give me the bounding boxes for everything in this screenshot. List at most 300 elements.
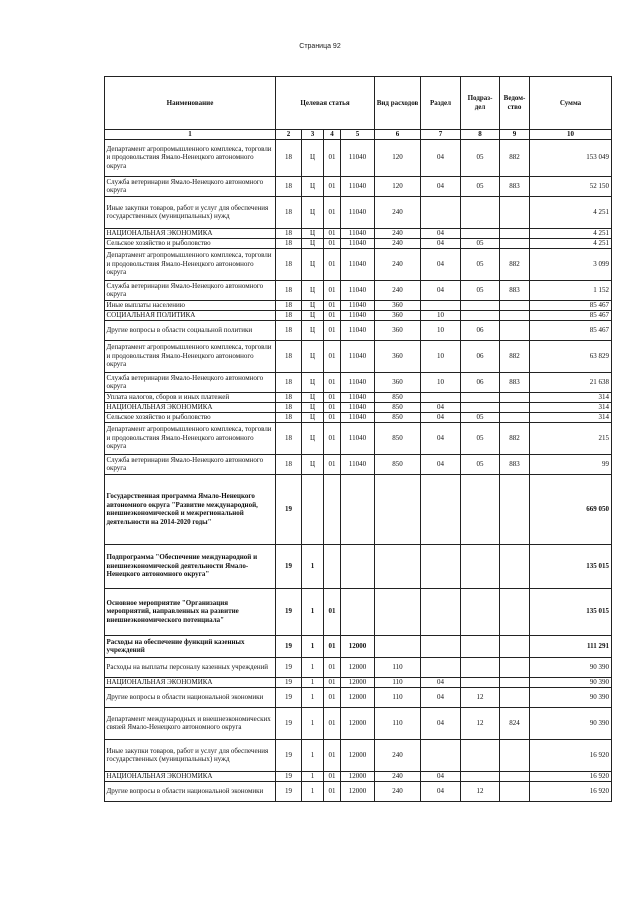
target-code-3-cell: 01	[324, 687, 341, 707]
header-section: Раздел	[421, 77, 461, 130]
header-dept: Ведом-ство	[500, 77, 530, 130]
section-cell: 04	[421, 228, 461, 238]
target-code-1-cell: 19	[276, 657, 302, 677]
dept-cell	[500, 739, 530, 771]
target-code-2-cell: Ц	[302, 248, 324, 280]
table-header-row	[105, 77, 612, 130]
section-cell	[421, 739, 461, 771]
target-code-3-cell: 01	[324, 340, 341, 372]
exp-type-cell: 850	[375, 454, 421, 474]
sum-cell: 135 015	[530, 544, 612, 588]
table-row	[105, 454, 612, 474]
target-code-4-cell: 11040	[341, 280, 375, 300]
dept-cell: 882	[500, 340, 530, 372]
target-code-4-cell	[341, 544, 375, 588]
target-code-1-cell: 19	[276, 707, 302, 739]
exp-type-cell: 110	[375, 657, 421, 677]
col-number: 9	[500, 130, 530, 140]
target-code-2-cell: Ц	[302, 422, 324, 454]
sum-cell: 3 099	[530, 248, 612, 280]
target-code-2-cell: Ц	[302, 412, 324, 422]
exp-type-cell: 360	[375, 300, 421, 310]
subsection-cell: 06	[461, 340, 500, 372]
target-code-1-cell: 19	[276, 739, 302, 771]
exp-type-cell: 850	[375, 412, 421, 422]
dept-cell: 882	[500, 139, 530, 176]
header-sum: Сумма	[530, 77, 612, 130]
target-code-4-cell: 12000	[341, 771, 375, 781]
col-number: 4	[324, 130, 341, 140]
section-cell: 04	[421, 687, 461, 707]
table-row	[105, 248, 612, 280]
target-code-2-cell: Ц	[302, 310, 324, 320]
exp-type-cell: 360	[375, 340, 421, 372]
target-code-4-cell: 12000	[341, 677, 375, 687]
sum-cell: 16 920	[530, 739, 612, 771]
target-code-2-cell: 1	[302, 687, 324, 707]
row-name-cell: Уплата налогов, сборов и иных платежей	[105, 392, 276, 402]
sum-cell: 314	[530, 402, 612, 412]
target-code-1-cell: 19	[276, 544, 302, 588]
target-code-4-cell: 11040	[341, 320, 375, 340]
section-cell	[421, 392, 461, 402]
subsection-cell	[461, 402, 500, 412]
table-row	[105, 474, 612, 544]
sum-cell: 4 251	[530, 238, 612, 248]
target-code-2-cell: Ц	[302, 238, 324, 248]
table-row	[105, 340, 612, 372]
dept-cell: 882	[500, 248, 530, 280]
target-code-1-cell: 19	[276, 771, 302, 781]
dept-cell: 883	[500, 454, 530, 474]
sum-cell: 52 150	[530, 176, 612, 196]
target-code-1-cell: 18	[276, 280, 302, 300]
dept-cell	[500, 474, 530, 544]
col-number: 8	[461, 130, 500, 140]
target-code-2-cell: Ц	[302, 280, 324, 300]
target-code-4-cell: 11040	[341, 300, 375, 310]
section-cell	[421, 196, 461, 228]
table-row	[105, 687, 612, 707]
subsection-cell	[461, 228, 500, 238]
row-name-cell: НАЦИОНАЛЬНАЯ ЭКОНОМИКА	[105, 402, 276, 412]
target-code-2-cell: Ц	[302, 300, 324, 310]
subsection-cell	[461, 677, 500, 687]
row-name-cell: НАЦИОНАЛЬНАЯ ЭКОНОМИКА	[105, 677, 276, 687]
dept-cell	[500, 588, 530, 635]
target-code-4-cell: 11040	[341, 372, 375, 392]
exp-type-cell: 240	[375, 248, 421, 280]
exp-type-cell: 240	[375, 781, 421, 801]
dept-cell: 883	[500, 280, 530, 300]
target-code-1-cell: 18	[276, 454, 302, 474]
target-code-4-cell: 12000	[341, 781, 375, 801]
table-row	[105, 310, 612, 320]
section-cell: 04	[421, 412, 461, 422]
table-row	[105, 280, 612, 300]
table-row	[105, 238, 612, 248]
exp-type-cell: 110	[375, 677, 421, 687]
target-code-3-cell: 01	[324, 280, 341, 300]
section-cell: 04	[421, 677, 461, 687]
target-code-3-cell	[324, 544, 341, 588]
target-code-1-cell: 18	[276, 300, 302, 310]
exp-type-cell: 240	[375, 739, 421, 771]
target-code-3-cell: 01	[324, 248, 341, 280]
target-code-2-cell: 1	[302, 588, 324, 635]
dept-cell: 883	[500, 372, 530, 392]
target-code-2-cell: Ц	[302, 176, 324, 196]
target-code-3-cell: 01	[324, 739, 341, 771]
target-code-2-cell: Ц	[302, 340, 324, 372]
target-code-1-cell: 18	[276, 412, 302, 422]
page-number-label: Страница 92	[299, 43, 341, 50]
subsection-cell: 05	[461, 238, 500, 248]
dept-cell	[500, 771, 530, 781]
target-code-1-cell: 18	[276, 340, 302, 372]
dept-cell	[500, 412, 530, 422]
exp-type-cell: 240	[375, 280, 421, 300]
sum-cell: 669 050	[530, 474, 612, 544]
dept-cell	[500, 320, 530, 340]
target-code-4-cell: 11040	[341, 196, 375, 228]
sum-cell: 16 920	[530, 781, 612, 801]
subsection-cell	[461, 392, 500, 402]
target-code-2-cell: Ц	[302, 454, 324, 474]
target-code-1-cell: 18	[276, 196, 302, 228]
budget-table	[104, 76, 612, 802]
target-code-2-cell: 1	[302, 544, 324, 588]
target-code-4-cell: 11040	[341, 422, 375, 454]
target-code-3-cell: 01	[324, 196, 341, 228]
section-cell: 04	[421, 238, 461, 248]
col-number: 5	[341, 130, 375, 140]
row-name-cell: НАЦИОНАЛЬНАЯ ЭКОНОМИКА	[105, 228, 276, 238]
target-code-2-cell: Ц	[302, 228, 324, 238]
sum-cell: 99	[530, 454, 612, 474]
row-name-cell: НАЦИОНАЛЬНАЯ ЭКОНОМИКА	[105, 771, 276, 781]
sum-cell: 16 920	[530, 771, 612, 781]
section-cell: 04	[421, 248, 461, 280]
subsection-cell	[461, 588, 500, 635]
target-code-4-cell	[341, 474, 375, 544]
subsection-cell	[461, 657, 500, 677]
column-number-row	[105, 130, 612, 140]
table-body	[105, 139, 612, 801]
row-name-cell: Сельское хозяйство и рыболовство	[105, 238, 276, 248]
row-name-cell: Государственная программа Ямало-Ненецкого автономного округа "Развитие международной, внешнеэкономической и межрегиональной деятельности на 2014-2020 годы"	[105, 474, 276, 544]
target-code-2-cell: 1	[302, 739, 324, 771]
table-row	[105, 196, 612, 228]
row-name-cell: Другие вопросы в области социальной политики	[105, 320, 276, 340]
table-row	[105, 139, 612, 176]
header-name: Наименование	[105, 77, 276, 130]
target-code-4-cell: 11040	[341, 310, 375, 320]
target-code-4-cell: 11040	[341, 402, 375, 412]
target-code-4-cell: 11040	[341, 412, 375, 422]
dept-cell	[500, 196, 530, 228]
sum-cell: 63 829	[530, 340, 612, 372]
col-number: 3	[302, 130, 324, 140]
section-cell: 04	[421, 422, 461, 454]
section-cell: 04	[421, 139, 461, 176]
target-code-2-cell: 1	[302, 677, 324, 687]
exp-type-cell: 360	[375, 372, 421, 392]
exp-type-cell: 850	[375, 392, 421, 402]
dept-cell	[500, 544, 530, 588]
dept-cell: 824	[500, 707, 530, 739]
row-name-cell: Служба ветеринарии Ямало-Ненецкого автономного округа	[105, 372, 276, 392]
target-code-3-cell: 01	[324, 771, 341, 781]
row-name-cell: Сельское хозяйство и рыболовство	[105, 412, 276, 422]
target-code-3-cell: 01	[324, 139, 341, 176]
table-row	[105, 677, 612, 687]
dept-cell	[500, 402, 530, 412]
table-row	[105, 320, 612, 340]
sum-cell: 21 638	[530, 372, 612, 392]
sum-cell: 85 467	[530, 310, 612, 320]
table-row	[105, 544, 612, 588]
row-name-cell: Служба ветеринарии Ямало-Ненецкого автономного округа	[105, 280, 276, 300]
target-code-4-cell	[341, 588, 375, 635]
target-code-4-cell: 11040	[341, 392, 375, 402]
target-code-4-cell: 11040	[341, 139, 375, 176]
dept-cell	[500, 687, 530, 707]
subsection-cell: 12	[461, 781, 500, 801]
target-code-4-cell: 11040	[341, 228, 375, 238]
target-code-2-cell: Ц	[302, 372, 324, 392]
target-code-4-cell: 12000	[341, 739, 375, 771]
table-row	[105, 635, 612, 657]
header-exp-type: Вид расходов	[375, 77, 421, 130]
section-cell: 04	[421, 707, 461, 739]
subsection-cell	[461, 300, 500, 310]
target-code-3-cell: 01	[324, 228, 341, 238]
exp-type-cell: 120	[375, 176, 421, 196]
target-code-2-cell: Ц	[302, 320, 324, 340]
target-code-1-cell: 18	[276, 320, 302, 340]
exp-type-cell: 850	[375, 402, 421, 412]
exp-type-cell	[375, 588, 421, 635]
target-code-4-cell: 12000	[341, 707, 375, 739]
table-row	[105, 588, 612, 635]
col-number: 1	[105, 130, 276, 140]
section-cell: 04	[421, 176, 461, 196]
row-name-cell: Иные закупки товаров, работ и услуг для обеспечения государственных (муниципальных) нужд	[105, 739, 276, 771]
table-row	[105, 771, 612, 781]
row-name-cell: Иные закупки товаров, работ и услуг для обеспечения государственных (муниципальных) нужд	[105, 196, 276, 228]
target-code-4-cell: 11040	[341, 248, 375, 280]
target-code-3-cell: 01	[324, 677, 341, 687]
exp-type-cell: 360	[375, 320, 421, 340]
sum-cell: 90 390	[530, 687, 612, 707]
target-code-1-cell: 18	[276, 238, 302, 248]
table-row	[105, 422, 612, 454]
target-code-1-cell: 19	[276, 781, 302, 801]
table-row	[105, 739, 612, 771]
sum-cell: 314	[530, 412, 612, 422]
subsection-cell: 05	[461, 280, 500, 300]
subsection-cell: 06	[461, 372, 500, 392]
table-row	[105, 176, 612, 196]
sum-cell: 215	[530, 422, 612, 454]
table-row	[105, 372, 612, 392]
row-name-cell: Департамент агропромышленного комплекса, торговли и продовольствия Ямало-Ненецкого автономного округа	[105, 422, 276, 454]
target-code-4-cell: 11040	[341, 454, 375, 474]
exp-type-cell	[375, 474, 421, 544]
section-cell: 10	[421, 372, 461, 392]
target-code-3-cell: 01	[324, 588, 341, 635]
exp-type-cell	[375, 544, 421, 588]
dept-cell	[500, 781, 530, 801]
sum-cell: 111 291	[530, 635, 612, 657]
subsection-cell: 05	[461, 139, 500, 176]
col-number: 2	[276, 130, 302, 140]
target-code-2-cell: Ц	[302, 392, 324, 402]
subsection-cell: 05	[461, 412, 500, 422]
sum-cell: 1 152	[530, 280, 612, 300]
exp-type-cell: 240	[375, 771, 421, 781]
subsection-cell: 12	[461, 707, 500, 739]
row-name-cell: Департамент агропромышленного комплекса, торговли и продовольствия Ямало-Ненецкого автономного округа	[105, 248, 276, 280]
section-cell: 04	[421, 280, 461, 300]
table-row	[105, 707, 612, 739]
row-name-cell: СОЦИАЛЬНАЯ ПОЛИТИКА	[105, 310, 276, 320]
target-code-2-cell: 1	[302, 635, 324, 657]
subsection-cell: 05	[461, 176, 500, 196]
section-cell: 10	[421, 340, 461, 372]
target-code-3-cell: 01	[324, 657, 341, 677]
target-code-4-cell: 12000	[341, 687, 375, 707]
table-row	[105, 402, 612, 412]
target-code-1-cell: 19	[276, 588, 302, 635]
sum-cell: 153 049	[530, 139, 612, 176]
header-target: Целевая статья	[276, 77, 375, 130]
target-code-1-cell: 18	[276, 310, 302, 320]
target-code-4-cell: 12000	[341, 635, 375, 657]
section-cell	[421, 300, 461, 310]
row-name-cell: Другие вопросы в области национальной экономики	[105, 687, 276, 707]
sum-cell: 85 467	[530, 300, 612, 310]
target-code-1-cell: 18	[276, 372, 302, 392]
subsection-cell	[461, 739, 500, 771]
row-name-cell: Служба ветеринарии Ямало-Ненецкого автономного округа	[105, 454, 276, 474]
target-code-3-cell	[324, 474, 341, 544]
table-row	[105, 228, 612, 238]
row-name-cell: Департамент агропромышленного комплекса, торговли и продовольствия Ямало-Ненецкого автономного округа	[105, 340, 276, 372]
row-name-cell: Основное мероприятие "Организация мероприятий, направленных на развитие внешнеэкономического потенциала"	[105, 588, 276, 635]
target-code-1-cell: 18	[276, 392, 302, 402]
section-cell	[421, 635, 461, 657]
section-cell: 04	[421, 402, 461, 412]
target-code-1-cell: 18	[276, 139, 302, 176]
col-number: 10	[530, 130, 612, 140]
target-code-4-cell: 12000	[341, 657, 375, 677]
exp-type-cell: 360	[375, 310, 421, 320]
exp-type-cell: 240	[375, 228, 421, 238]
target-code-2-cell	[302, 474, 324, 544]
sum-cell: 90 390	[530, 657, 612, 677]
target-code-1-cell: 18	[276, 228, 302, 238]
subsection-cell: 05	[461, 248, 500, 280]
exp-type-cell: 240	[375, 238, 421, 248]
section-cell: 04	[421, 781, 461, 801]
dept-cell	[500, 228, 530, 238]
row-name-cell: Расходы на выплаты персоналу казенных учреждений	[105, 657, 276, 677]
target-code-3-cell: 01	[324, 300, 341, 310]
dept-cell	[500, 635, 530, 657]
target-code-1-cell: 18	[276, 402, 302, 412]
subsection-cell	[461, 771, 500, 781]
dept-cell: 883	[500, 176, 530, 196]
col-number: 7	[421, 130, 461, 140]
dept-cell	[500, 310, 530, 320]
dept-cell	[500, 677, 530, 687]
section-cell	[421, 588, 461, 635]
row-name-cell: Другие вопросы в области национальной экономики	[105, 781, 276, 801]
header-subsection: Подраз-дел	[461, 77, 500, 130]
target-code-2-cell: 1	[302, 781, 324, 801]
target-code-3-cell: 01	[324, 412, 341, 422]
row-name-cell: Департамент международных и внешнеэкономических связей Ямало-Ненецкого автономного округа	[105, 707, 276, 739]
dept-cell	[500, 300, 530, 310]
subsection-cell	[461, 635, 500, 657]
target-code-2-cell: 1	[302, 771, 324, 781]
exp-type-cell	[375, 635, 421, 657]
row-name-cell: Иные выплаты населению	[105, 300, 276, 310]
target-code-4-cell: 11040	[341, 340, 375, 372]
subsection-cell	[461, 196, 500, 228]
target-code-3-cell: 01	[324, 320, 341, 340]
sum-cell: 314	[530, 392, 612, 402]
target-code-4-cell: 11040	[341, 176, 375, 196]
exp-type-cell: 120	[375, 139, 421, 176]
sum-cell: 90 390	[530, 677, 612, 687]
target-code-1-cell: 18	[276, 422, 302, 454]
subsection-cell	[461, 310, 500, 320]
exp-type-cell: 110	[375, 707, 421, 739]
target-code-3-cell: 01	[324, 392, 341, 402]
target-code-2-cell: 1	[302, 657, 324, 677]
subsection-cell: 05	[461, 422, 500, 454]
sum-cell: 4 251	[530, 228, 612, 238]
subsection-cell: 06	[461, 320, 500, 340]
row-name-cell: Служба ветеринарии Ямало-Ненецкого автономного округа	[105, 176, 276, 196]
row-name-cell: Расходы на обеспечение функций казенных учреждений	[105, 635, 276, 657]
target-code-3-cell: 01	[324, 238, 341, 248]
section-cell	[421, 657, 461, 677]
target-code-3-cell: 01	[324, 781, 341, 801]
section-cell	[421, 544, 461, 588]
section-cell: 10	[421, 310, 461, 320]
target-code-3-cell: 01	[324, 372, 341, 392]
target-code-3-cell: 01	[324, 707, 341, 739]
target-code-2-cell: Ц	[302, 139, 324, 176]
target-code-2-cell: Ц	[302, 402, 324, 412]
target-code-3-cell: 01	[324, 422, 341, 454]
dept-cell	[500, 392, 530, 402]
target-code-2-cell: 1	[302, 707, 324, 739]
target-code-3-cell: 01	[324, 176, 341, 196]
table-row	[105, 412, 612, 422]
section-cell	[421, 474, 461, 544]
exp-type-cell: 850	[375, 422, 421, 454]
subsection-cell: 05	[461, 454, 500, 474]
sum-cell: 4 251	[530, 196, 612, 228]
section-cell: 10	[421, 320, 461, 340]
target-code-1-cell: 18	[276, 248, 302, 280]
subsection-cell: 12	[461, 687, 500, 707]
